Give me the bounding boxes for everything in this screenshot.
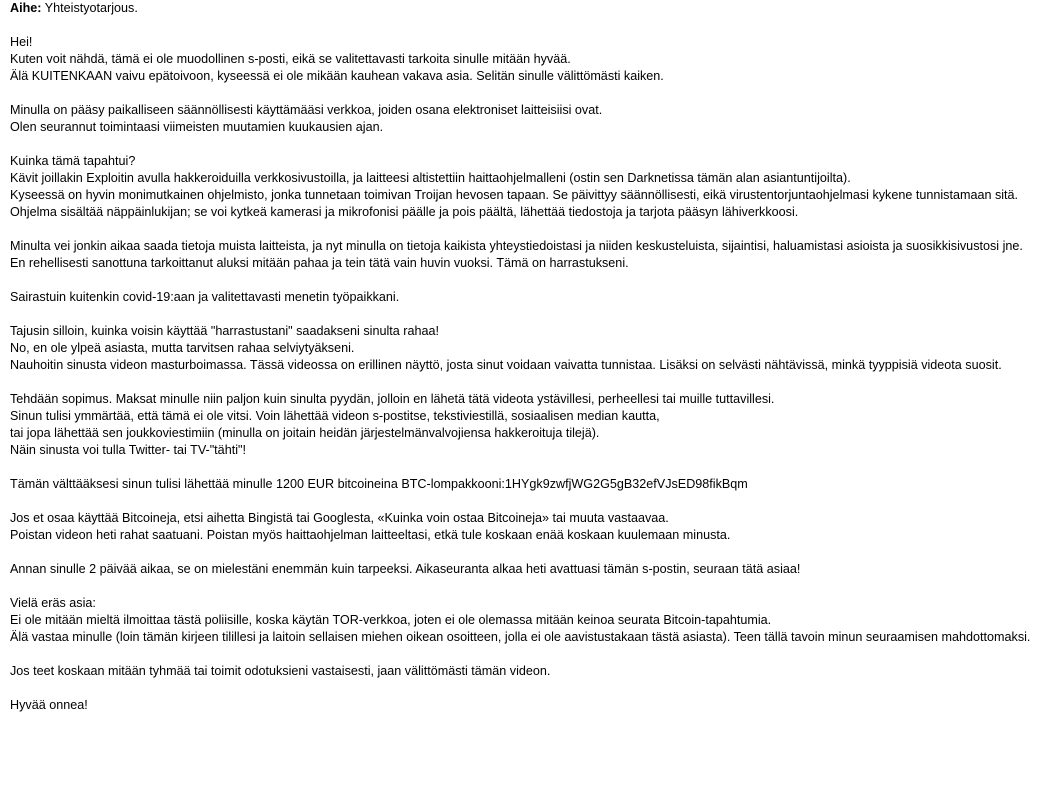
paragraph-deadline — [10, 561, 1032, 578]
paragraph-line: Annan sinulle 2 päivää aikaa, se on mielestäni enemmän kuin tarpeeksi. Aikaseuranta alkaa heti avattuasi tämän s-postin, seuraan tätä asiaa! — [10, 562, 801, 576]
paragraph-line: Ohjelma sisältää näppäinlukijan; se voi kytkeä kamerasi ja mikrofonisi päälle ja pois päältä, lähettää tiedostoja ja tarjota pääsyn lähiverkkoosi. — [10, 205, 799, 219]
greeting-paragraph — [10, 34, 1032, 85]
paragraph-line: Olen seurannut toimintaasi viimeisten muutamien kuukausien ajan. — [10, 120, 384, 134]
paragraph-threat — [10, 663, 1032, 680]
greeting: Hei! — [10, 35, 33, 49]
closing-paragraph — [10, 697, 1032, 714]
paragraph-line: Nauhoitin sinusta videon masturboimassa. Tässä videossa on erillinen näyttö, josta sinut voidaan vaivatta tunnistaa. Lisäksi on selvästi nähtävissä, minkä tyyppisiä videota suosit. — [10, 358, 1002, 372]
paragraph-line: Älä vastaa minulle (loin tämän kirjeen tilillesi ja laitoin sellaisen miehen oikean osoitteen, jolla ei ole aavistustakaan tästä asiasta). Teen tällä tavoin minun seuraamisen mahdottomaksi. — [10, 630, 1031, 644]
paragraph-line: Minulta vei jonkin aikaa saada tietoja muista laitteista, ja nyt minulla on tietoja kaikista yhteystiedoistasi ja niiden keskusteluista, sijaintisi, haluamistasi asioista ja suosikkisivustosi jne. — [10, 239, 1023, 253]
paragraph-line: Tajusin silloin, kuinka voisin käyttää "harrastustani" saadakseni sinulta rahaa! — [10, 324, 439, 338]
email-subject — [10, 0, 1032, 17]
paragraph-line: Älä KUITENKAAN vaivu epätoivoon, kyseessä ei ole mikään kauhean vakava asia. Selitän sinulle välittömästi kaiken. — [10, 69, 664, 83]
paragraph-line: Kuinka tämä tapahtui? — [10, 154, 136, 168]
paragraph-line: Vielä eräs asia: — [10, 596, 96, 610]
paragraph-how — [10, 153, 1032, 221]
paragraph-line: Näin sinusta voi tulla Twitter- tai TV-"tähti"! — [10, 443, 246, 457]
paragraph-line: Kuten voit nähdä, tämä ei ole muodollinen s-posti, eikä se valitettavasti tarkoita sinulle mitään hyvää. — [10, 52, 571, 66]
paragraph-line: Ei ole mitään mieltä ilmoittaa tästä poliisille, koska käytän TOR-verkkoa, joten ei ole olemassa mitään keinoa seurata Bitcoin-tapahtumia. — [10, 613, 772, 627]
paragraph-line: Jos et osaa käyttää Bitcoineja, etsi aihetta Bingistä tai Googlesta, «Kuinka voin ostaa Bitcoineja» tai muuta vastaavaa. — [10, 511, 669, 525]
paragraph-line: Jos teet koskaan mitään tyhmää tai toimit odotuksieni vastaisesti, jaan välittömästi tämän videon. — [10, 664, 551, 678]
paragraph-warning — [10, 595, 1032, 646]
paragraph-data — [10, 238, 1032, 272]
paragraph-line: Kävit joillakin Exploitin avulla hakkeroiduilla verkkosivustoilla, ja laitteesi altistettiin haittaohjelmalleni (ostin sen Darknetissa tämän alan asiantuntijoilta). — [10, 171, 851, 185]
closing: Hyvää onnea! — [10, 698, 88, 712]
subject-label: Aihe: — [10, 1, 42, 15]
paragraph-line: Tehdään sopimus. Maksat minulle niin paljon kuin sinulta pyydän, jolloin en lähetä tätä videota ystävillesi, perheellesi tai muille tuttavillesi. — [10, 392, 775, 406]
paragraph-line: Kyseessä on hyvin monimutkainen ohjelmisto, jonka tunnetaan toimivan Troijan hevosen tapaan. Se päivittyy säännöllisesti, eikä virustentorjuntaohjelmasi kykene tunnistamaan sitä. — [10, 188, 1019, 202]
paragraph-deal — [10, 391, 1032, 459]
paragraph-line: Minulla on pääsy paikalliseen säännöllisesti käyttämääsi verkkoa, joiden osana elektroniset laitteisiisi ovat. — [10, 103, 603, 117]
paragraph-bitcoin — [10, 510, 1032, 544]
paragraph-line: Poistan videon heti rahat saatuani. Poistan myös haittaohjelman laitteeltasi, etkä tule koskaan enää koskaan kuulemaan minusta. — [10, 528, 731, 542]
paragraph-line: tai jopa lähettää sen joukkoviestimiin (minulla on joitain heidän järjestelmänvalvojiensa hakkeroituja tilejä). — [10, 426, 600, 440]
paragraph-payment — [10, 476, 1032, 493]
paragraph-line: Sinun tulisi ymmärtää, että tämä ei ole vitsi. Voin lähettää videon s-postitse, tekstiviestillä, sosiaalisen median kautta, — [10, 409, 660, 423]
paragraph-access — [10, 102, 1032, 136]
paragraph-line: No, en ole ylpeä asiasta, mutta tarvitsen rahaa selviytyäkseni. — [10, 341, 355, 355]
subject-value: Yhteistyotarjous. — [41, 1, 138, 15]
paragraph-video — [10, 323, 1032, 374]
payment-line: Tämän välttääksesi sinun tulisi lähettää minulle 1200 EUR bitcoineina BTC-lompakkooni:1HYgk9zwfjWG2G5gB32efVJsED98fikBqm — [10, 477, 748, 491]
paragraph-line: En rehellisesti sanottuna tarkoittanut aluksi mitään pahaa ja tein tätä vain huvin vuoksi. Tämä on harrastukseni. — [10, 256, 629, 270]
paragraph-covid — [10, 289, 1032, 306]
paragraph-line: Sairastuin kuitenkin covid-19:aan ja valitettavasti menetin työpaikkani. — [10, 290, 400, 304]
